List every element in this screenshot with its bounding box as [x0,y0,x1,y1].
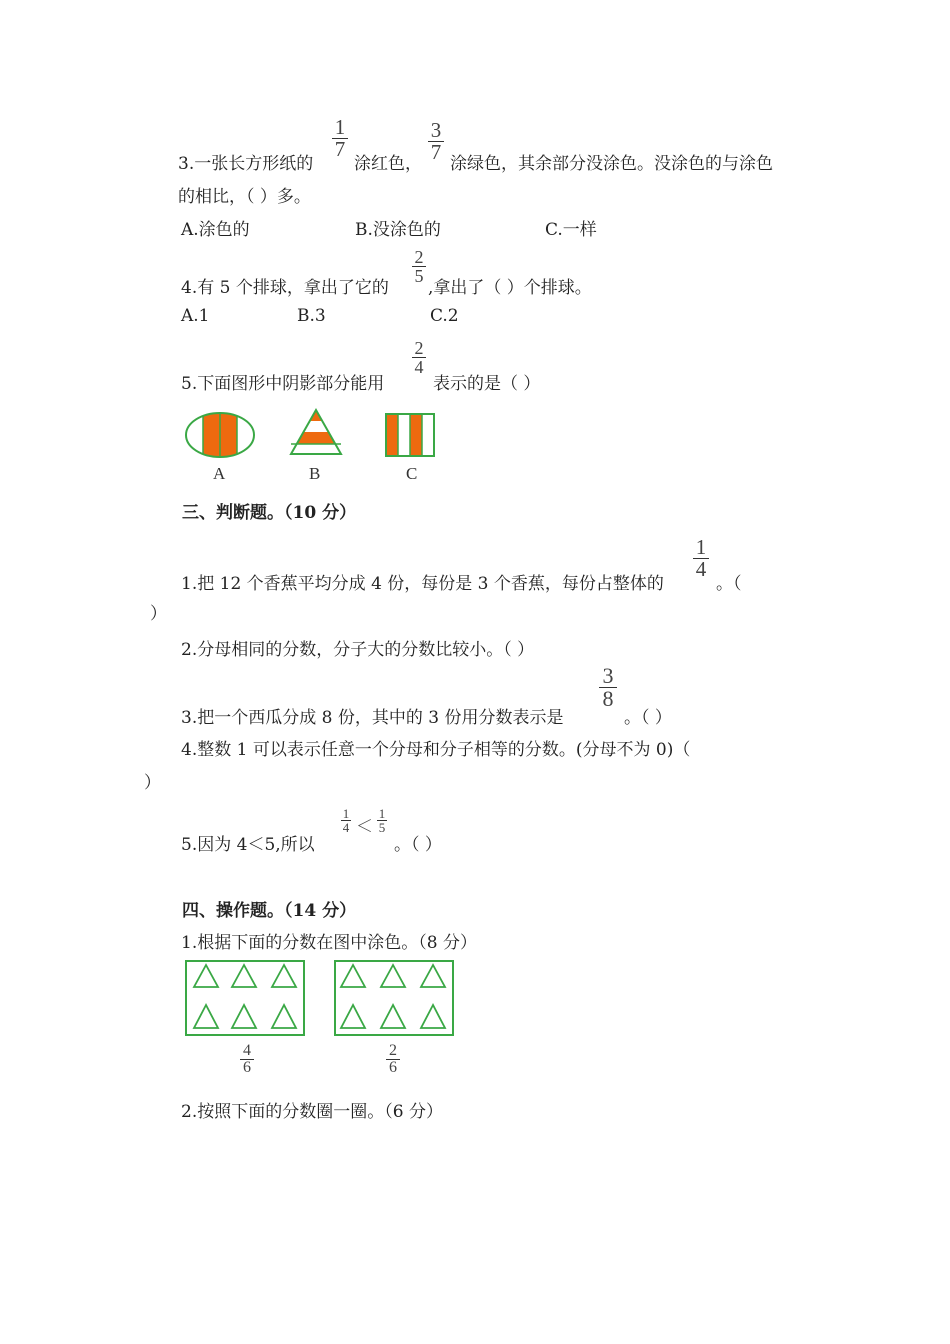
fraction-1-4: 1 4 [693,537,709,580]
fraction-2-6: 2 6 [386,1043,400,1076]
figure-b-triangle [288,407,344,457]
s3-q2: 2.分母相同的分数，分子大的分数比较小。（ ） [181,640,535,660]
section-4-title: 四、操作题。（14 分） [182,901,357,921]
s3-q1-prefix: 1.把 12 个香蕉平均分成 4 份，每份是 3 个香蕉，每份占整体的 [181,574,664,594]
triangle-grid-1 [184,959,306,1037]
less-than-sign: ＜ [356,817,373,837]
q3-option-b: B.没涂色的 [355,220,441,240]
q4-suffix: ,拿出了（ ）个排球。 [428,278,592,298]
q4-option-b: B.3 [297,306,326,326]
q3-prefix: 3.一张长方形纸的 [178,154,314,174]
q4-option-a: A.1 [181,306,210,326]
s3-q4-text: 4.整数 1 可以表示任意一个分母和分子相等的分数。(分母不为 0)（ [181,740,691,760]
s3-q3-suffix: 。（ ） [624,708,672,728]
s3-q1-suffix: 。（ [716,574,742,594]
q3-suffix: 涂绿色，其余部分没涂色。没涂色的与涂色 [450,154,773,174]
fraction-1-7: 1 7 [332,117,348,160]
fraction-2-4: 2 4 [412,339,426,376]
figure-label-b: B [309,464,321,483]
figure-label-a: A [213,464,226,483]
figure-label-c: C [406,464,418,483]
figure-a-ellipse [183,410,257,460]
q3-mid: 涂红色， [354,154,422,174]
fraction-2-5: 2 5 [412,248,426,285]
q4-option-c: C.2 [430,306,459,326]
s3-q3-prefix: 3.把一个西瓜分成 8 份，其中的 3 份用分数表示是 [181,708,564,728]
s3-q4-close: ） [144,773,161,793]
fraction-1-5-small: 1 5 [378,806,386,835]
q5-suffix: 表示的是（ ） [433,374,541,394]
s3-q5-suffix: 。（ ） [394,835,442,855]
fraction-4-6: 4 6 [240,1043,254,1076]
q3-option-c: C.一样 [545,220,597,240]
section-3-title: 三、判断题。（10 分） [182,503,357,523]
triangle-grid-2 [333,959,455,1037]
s3-q1-close: ） [150,604,167,624]
fraction-3-7: 3 7 [428,120,444,163]
q4-prefix: 4.有 5 个排球，拿出了它的 [181,278,389,298]
q3-line2: 的相比，（ ）多。 [178,187,311,207]
q3-option-a: A.涂色的 [181,220,250,240]
fraction-1-4-small: 1 4 [342,806,350,835]
s4-q1: 1.根据下面的分数在图中涂色。（8 分） [181,933,477,953]
s4-q2: 2.按照下面的分数圈一圈。（6 分） [181,1102,443,1122]
s3-q5-prefix: 5.因为 4＜5,所以 [181,835,315,855]
fraction-3-8: 3 8 [599,665,617,710]
q5-prefix: 5.下面图形中阴影部分能用 [181,374,385,394]
figure-c-rectangle [384,412,436,458]
